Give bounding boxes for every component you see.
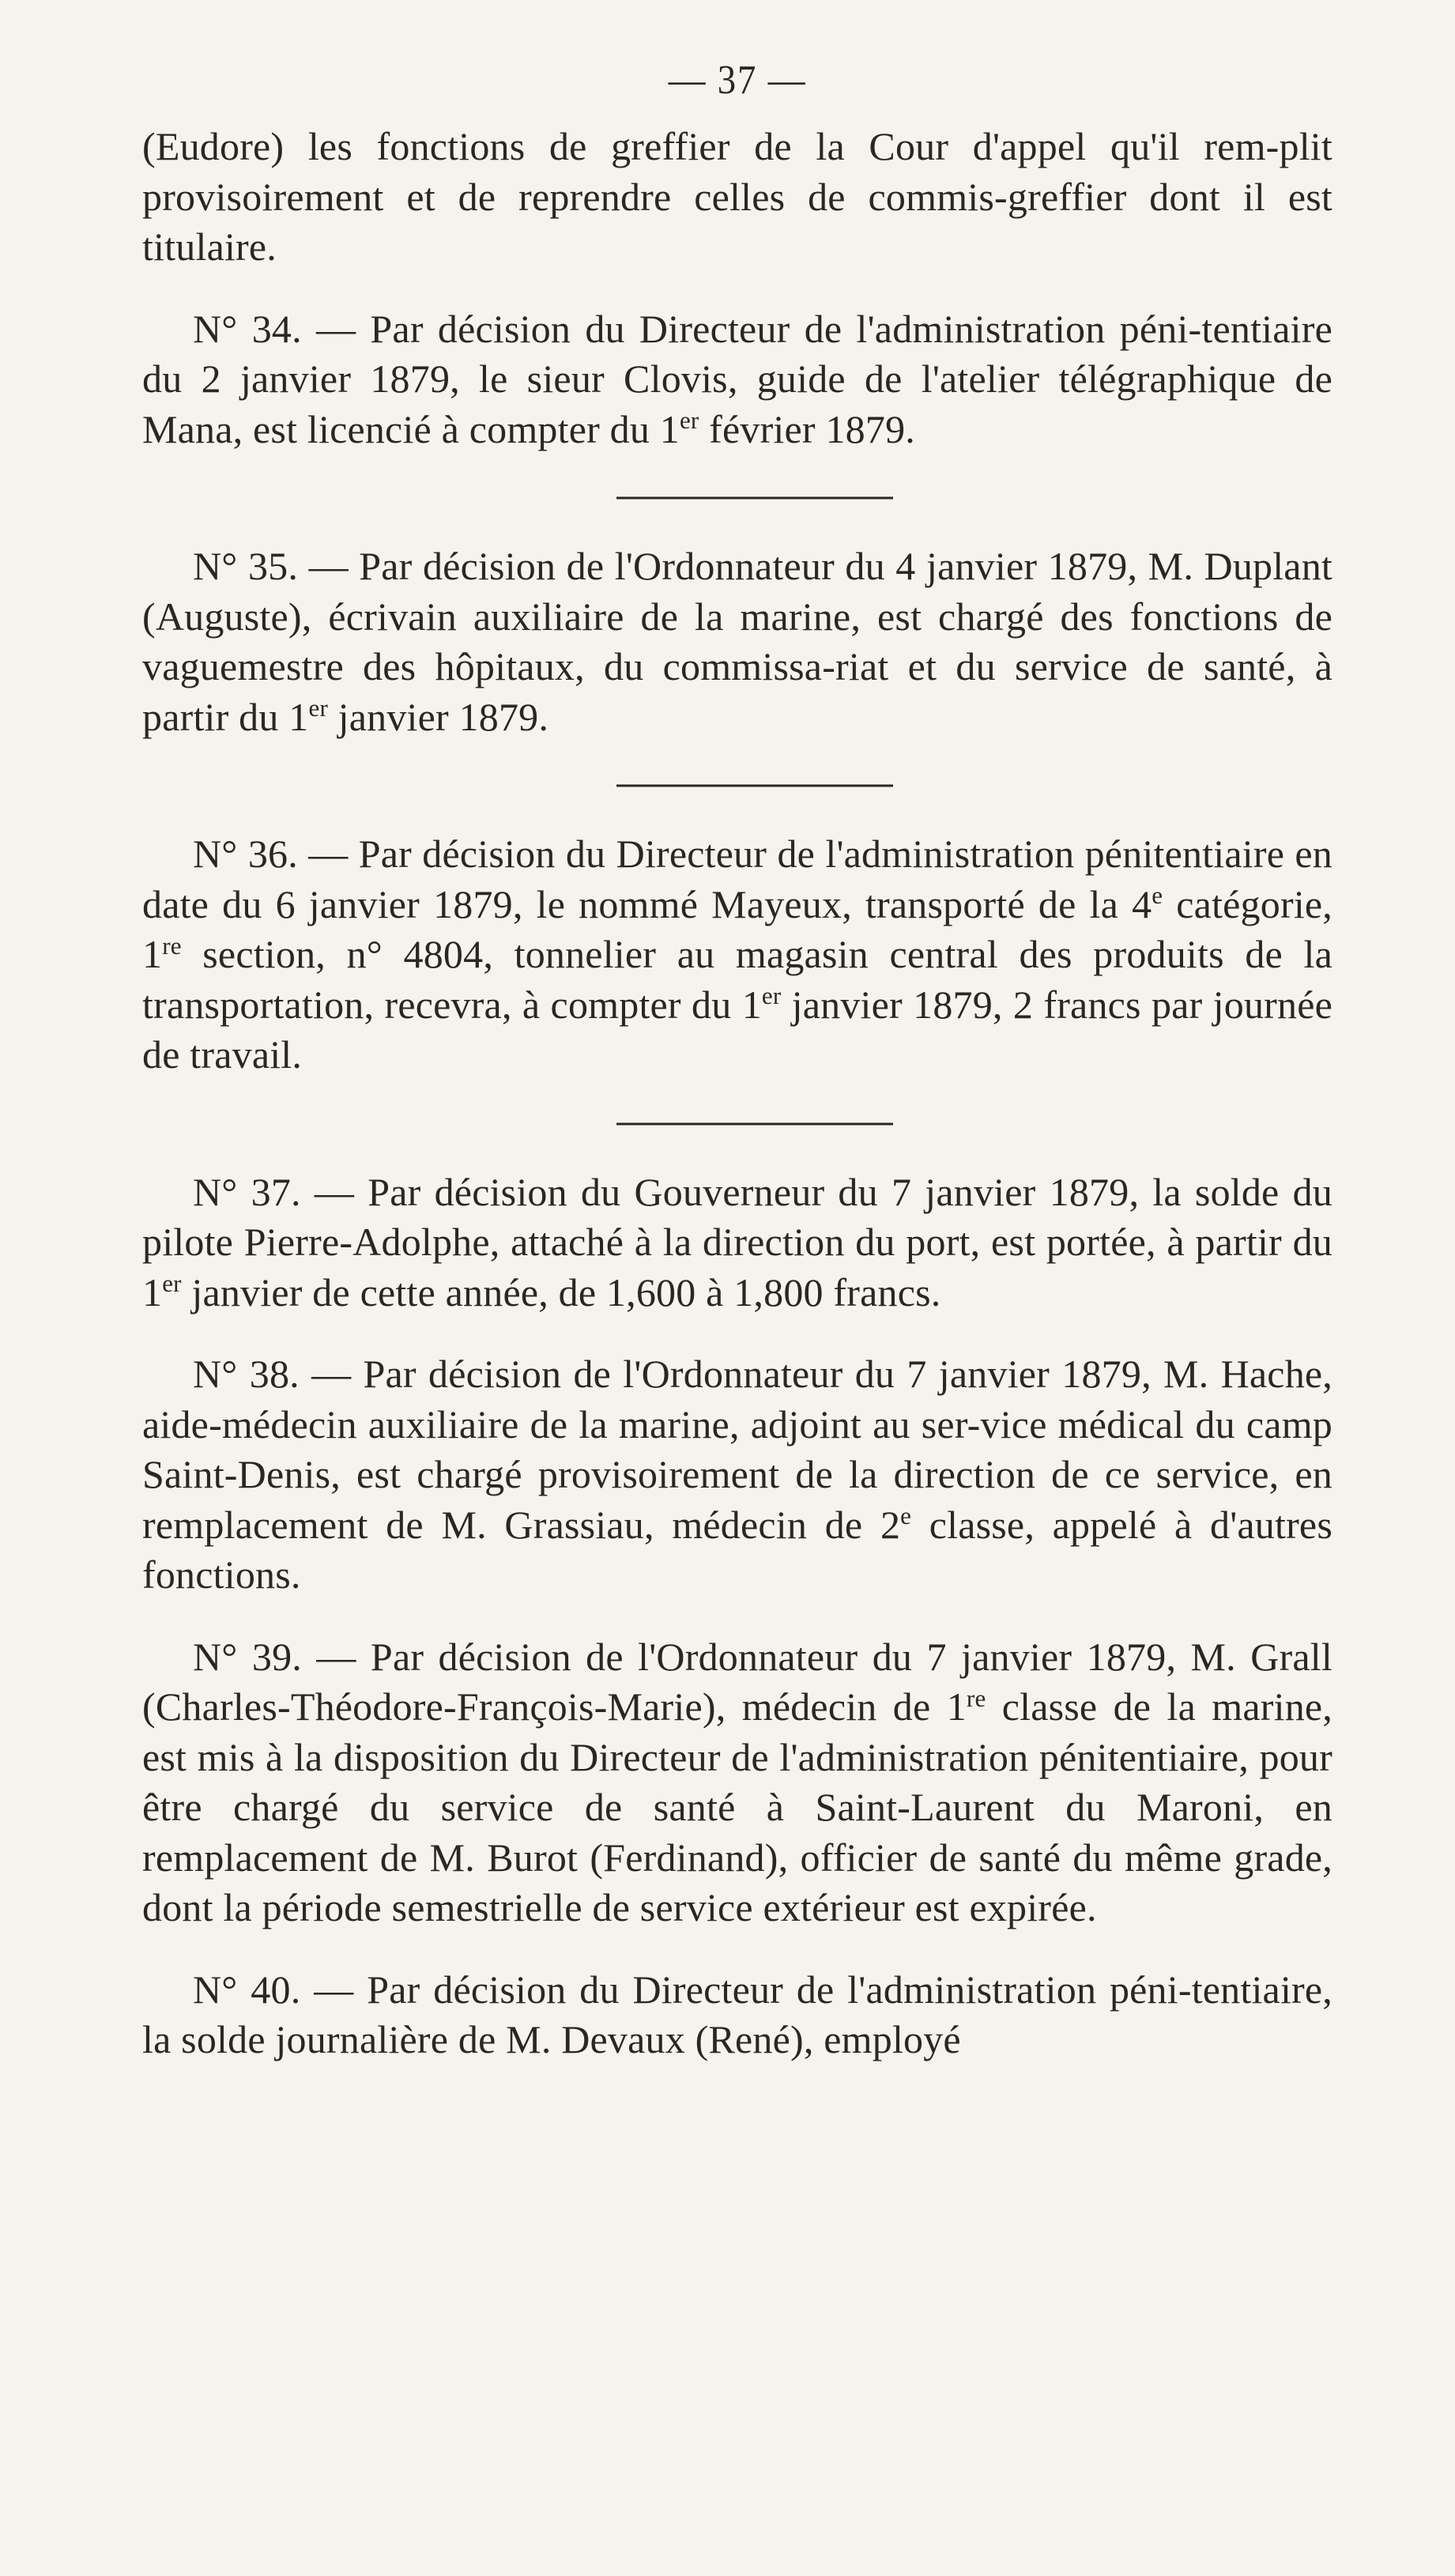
separator bbox=[142, 742, 1332, 829]
entry-text: (Eudore) les fonctions de greffier de la Cour d'appel qu'il rem-plit provisoirement et de reprendre celles de commis-greffier dont il est titulaire. bbox=[142, 124, 1332, 269]
entry-text: N° 39. — Par décision de l'Ordonnateur du 7 janvier 1879, M. Grall (Charles-Théodore-François-Marie), médecin de 1 bbox=[142, 1634, 1332, 1729]
ordinal-superscript: er bbox=[162, 1269, 182, 1298]
entry-text: janvier de cette année, de 1,600 à 1,800 francs. bbox=[181, 1269, 941, 1314]
entry-text: N° 34. — Par décision du Directeur de l'administration péni-tentiaire du 2 janvier 1879, le sieur Clovis, guide de l'atelier télégraphique de Mana, est licencié à compter du 1 bbox=[142, 306, 1332, 451]
paragraph-gap bbox=[142, 1601, 1332, 1632]
separator bbox=[142, 1081, 1332, 1167]
entry-text: janvier 1879. bbox=[327, 694, 549, 739]
entry-no-34 bbox=[142, 304, 1332, 455]
entry-text: N° 36. — Par décision du Directeur de l'administration pénitentiaire en date du 6 janvier 1879, le nommé Mayeux, transporté de la 4 bbox=[142, 832, 1332, 926]
paragraph-gap bbox=[142, 1318, 1332, 1349]
separator bbox=[142, 454, 1332, 541]
entry-no-38 bbox=[142, 1349, 1332, 1601]
paragraph-gap bbox=[142, 273, 1332, 304]
entry-text: classe de la marine, est mis à la disposition du Directeur de l'administration pénitentiaire, pour être chargé du service de santé à Saint-Laurent du Maroni, en remplacement de M. Burot (Ferdinand), officier de santé du même grade, dont la période semestrielle de service extérieur est expirée. bbox=[142, 1684, 1333, 1929]
entry-no-35 bbox=[142, 541, 1332, 742]
entry-text: N° 35. — Par décision de l'Ordonnateur du 4 janvier 1879, M. Duplant (Auguste), écrivain auxiliaire de la marine, est chargé des fonctions de vaguemestre des hôpitaux, du commissa-riat et du service de santé, à partir du 1 bbox=[142, 544, 1332, 739]
ordinal-superscript: re bbox=[162, 931, 182, 960]
entry-text: classe, appelé à d'autres fonctions. bbox=[142, 1502, 1332, 1597]
ordinal-superscript: er bbox=[308, 694, 328, 722]
separator-rule bbox=[616, 1122, 893, 1125]
ordinal-superscript: er bbox=[761, 982, 782, 1010]
entry-no-39 bbox=[142, 1632, 1332, 1933]
separator-rule bbox=[616, 497, 893, 500]
ordinal-superscript: e bbox=[900, 1502, 912, 1530]
separator-rule bbox=[616, 785, 893, 787]
entry-text: janvier 1879, 2 francs par journée de travail. bbox=[142, 982, 1332, 1077]
entry-text: N° 40. — Par décision du Directeur de l'administration péni-tentiaire, la solde journalière de M. Devaux (René), employé bbox=[142, 1967, 1332, 2061]
entry-no-37 bbox=[142, 1167, 1332, 1318]
entry-no-40 bbox=[142, 1965, 1332, 2065]
entry-text: N° 38. — Par décision de l'Ordonnateur du 7 janvier 1879, M. Hache, aide-médecin auxiliaire de la marine, adjoint au ser-vice médical du camp Saint-Denis, est chargé provisoirement de la direction de ce service, en remplacement de M. Grassiau, médecin de 2 bbox=[142, 1352, 1332, 1547]
ordinal-superscript: re bbox=[966, 1684, 986, 1712]
entry-continuation bbox=[142, 122, 1332, 273]
ordinal-superscript: er bbox=[679, 406, 699, 435]
ordinal-superscript: e bbox=[1152, 881, 1163, 910]
page-number: — 37 — bbox=[668, 58, 807, 103]
entry-text: N° 37. — Par décision du Gouverneur du 7 janvier 1879, la solde du pilote Pierre-Adolphe, attaché à la direction du port, est portée, à partir du 1 bbox=[142, 1169, 1332, 1314]
paragraph-gap bbox=[142, 1933, 1332, 1965]
entry-text: catégorie, 1 bbox=[142, 881, 1332, 976]
entry-text: section, n° 4804, tonnelier au magasin central des produits de la transportation, recevra, à compter du 1 bbox=[142, 932, 1332, 1027]
entry-no-36 bbox=[142, 829, 1332, 1081]
entry-text: février 1879. bbox=[699, 406, 915, 451]
